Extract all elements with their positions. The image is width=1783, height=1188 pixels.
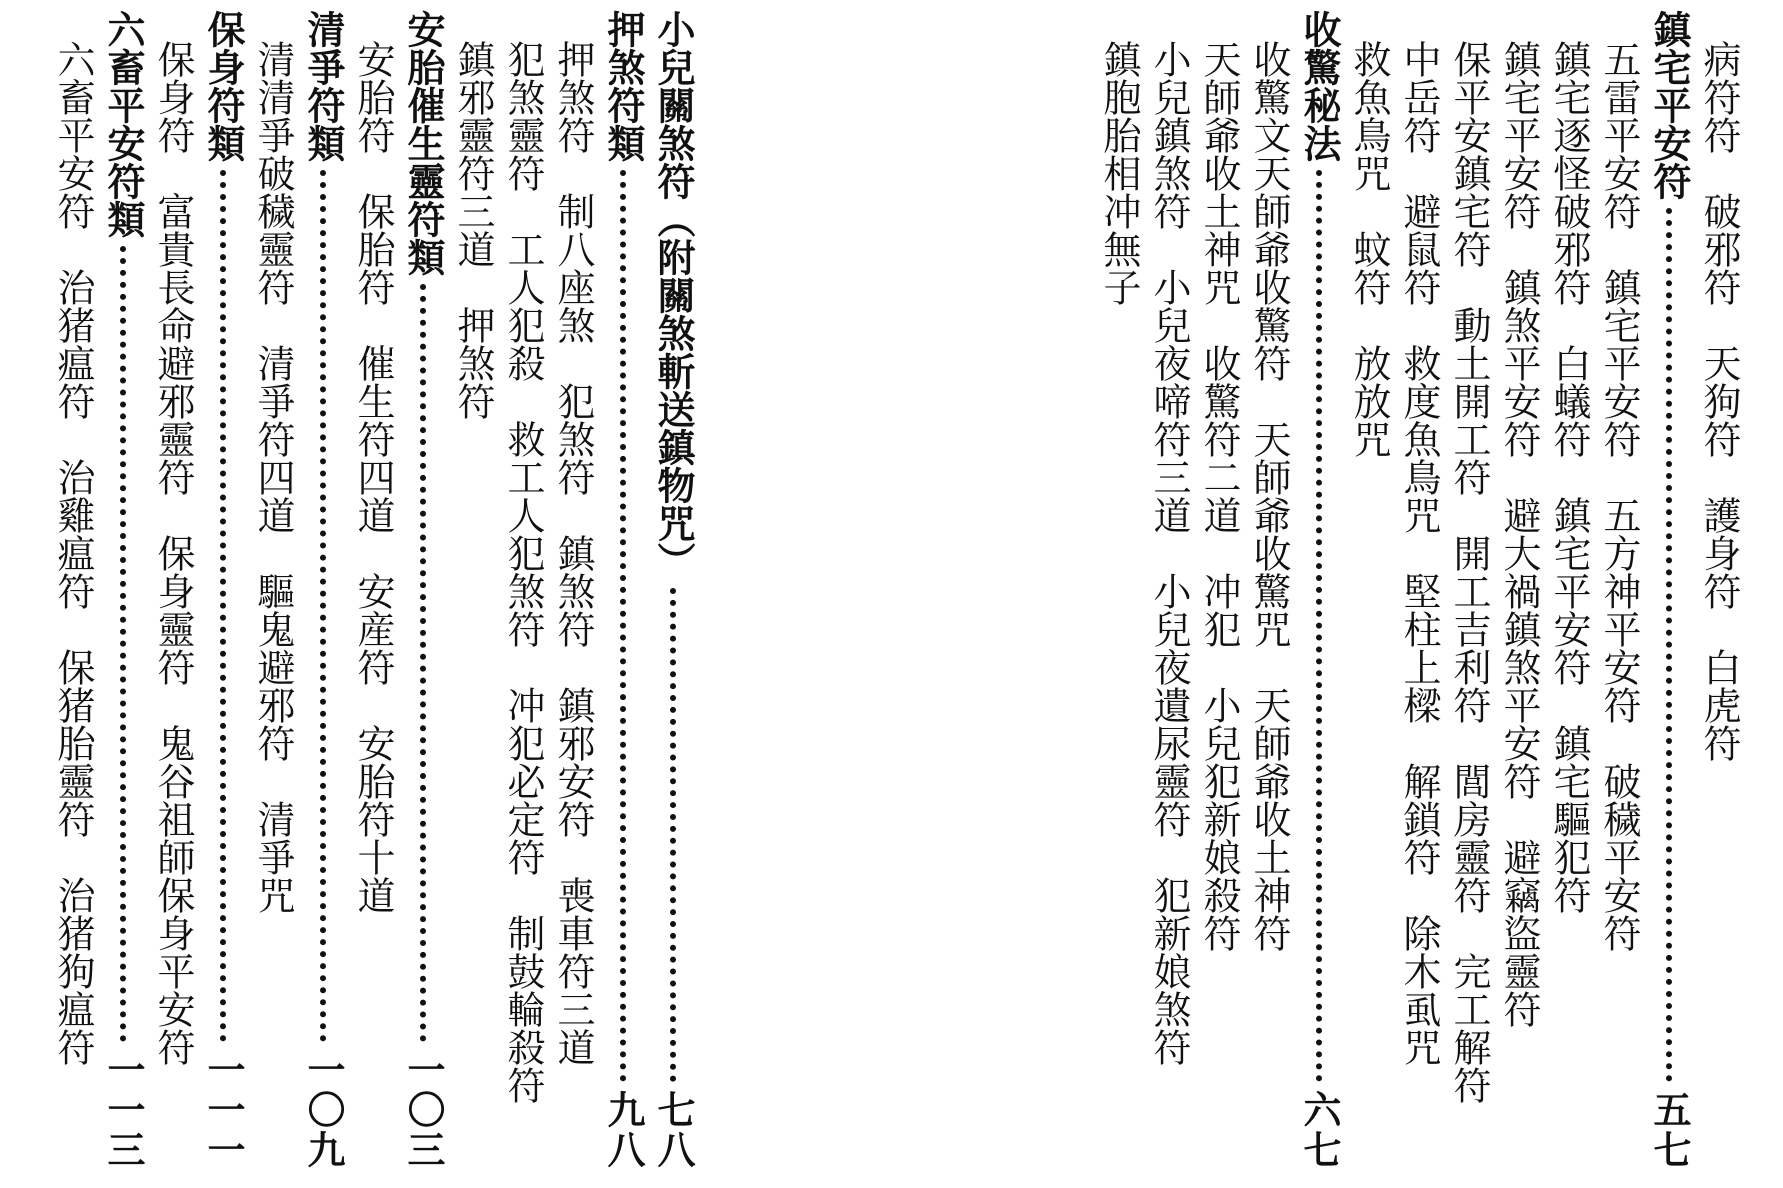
toc-entry-line [548, 40, 598, 1160]
toc-entry-line [1494, 40, 1544, 1160]
entry-text: 保平安鎮宅符 動土開工符 開工吉利符 閭房靈符 完工解符 [1447, 40, 1491, 1104]
toc-heading [648, 10, 698, 1170]
toc-entry-line [1544, 40, 1594, 1160]
page-number: 七八 [651, 1090, 696, 1170]
page-number: 五七 [1647, 1090, 1692, 1170]
dot-leader [620, 170, 626, 1082]
toc-entry-line [1344, 40, 1394, 1160]
page-number: 一一三 [101, 1050, 146, 1170]
heading-text: 押煞符類 [601, 10, 646, 162]
entry-text: 救魚鳥咒 蚊符 放放咒 [1347, 40, 1391, 458]
entry-text: 押煞符 制八座煞 犯煞符 鎮煞符 鎮邪安符 喪車符三道 [551, 40, 595, 1066]
page-number: 六七 [1297, 1090, 1342, 1170]
page-number: 一一一 [201, 1050, 246, 1170]
toc-entry-line [1194, 40, 1244, 1160]
toc-heading [598, 10, 648, 1170]
entry-text: 鎮邪靈符三道 押煞符 [451, 40, 495, 420]
dot-leader [220, 170, 226, 1042]
toc-entry-line [1594, 40, 1644, 1160]
heading-text: 保身符類 [201, 10, 246, 162]
entry-text: 犯煞靈符 工人犯殺 救工人犯煞符 冲犯必定符 制鼓輪殺符 [501, 40, 545, 1104]
page-number: 一〇九 [301, 1050, 346, 1170]
heading-text: 收驚秘法 [1297, 10, 1342, 162]
entry-text: 鎮胞胎相冲無子 [1097, 40, 1141, 306]
toc-entry-line [48, 40, 98, 1160]
heading-text: 六畜平安符類 [101, 10, 146, 238]
toc-heading [398, 10, 448, 1170]
toc-entry-line [1144, 40, 1194, 1160]
toc-entry-line [348, 40, 398, 1160]
dot-leader [120, 246, 126, 1042]
dot-leader [320, 170, 326, 1042]
toc-entry-line [1444, 40, 1494, 1160]
entry-text: 小兒鎮煞符 小兒夜啼符三道 小兒夜遺尿靈符 犯新娘煞符 [1147, 40, 1191, 1066]
dot-leader [420, 284, 426, 1042]
toc-heading [1644, 10, 1694, 1170]
heading-text: 清爭符類 [301, 10, 346, 162]
entry-text: 中岳符 避鼠符 救度魚鳥咒 堅柱上樑 解鎖符 除木虱咒 [1397, 40, 1441, 1066]
toc-heading [1294, 10, 1344, 1170]
entry-text: 鎮宅平安符 鎮煞平安符 避大禍鎮煞平安符 避竊盜靈符 [1497, 40, 1541, 1028]
toc-entry-line [1244, 40, 1294, 1160]
entry-text: 六畜平安符 治猪瘟符 治雞瘟符 保猪胎靈符 治猪狗瘟符 [51, 40, 95, 1066]
toc-entry-line [248, 40, 298, 1160]
entry-text: 保身符 富貴長命避邪靈符 保身靈符 鬼谷祖師保身平安符 [151, 40, 195, 1066]
dot-leader [670, 588, 676, 1082]
entry-text: 安胎符 保胎符 催生符四道 安産符 安胎符十道 [351, 40, 395, 914]
toc-heading [198, 10, 248, 1170]
toc-heading [298, 10, 348, 1170]
toc-entry-line [1094, 40, 1144, 1160]
entry-text: 收驚文天師爺收驚符 天師爺收驚咒 天師爺收土神符 [1247, 40, 1291, 952]
toc-entry-line [498, 40, 548, 1160]
entry-text: 清清爭破穢靈符 清爭符四道 驅鬼避邪符 清爭咒 [251, 40, 295, 914]
entry-text: 天師爺收土神咒 收驚符二道 冲犯 小兒犯新娘殺符 [1197, 40, 1241, 952]
toc-entry-line [1694, 40, 1744, 1160]
page-number: 九八 [601, 1090, 646, 1170]
toc-entry-line [1394, 40, 1444, 1160]
heading-text: 鎮宅平安符 [1647, 10, 1692, 200]
toc-entry-line [448, 40, 498, 1160]
toc-heading [98, 10, 148, 1170]
entry-text: 鎮宅逐怪破邪符 白蟻符 鎮宅平安符 鎮宅驅犯符 [1547, 40, 1591, 914]
toc-entry-line [148, 40, 198, 1160]
dot-leader [1316, 170, 1322, 1082]
heading-text: 安胎催生靈符類 [401, 10, 446, 276]
heading-text: 小兒關煞符（附關煞斬送鎮物咒） [651, 10, 696, 580]
entry-text: 五雷平安符 鎮宅平安符 五方神平安符 破穢平安符 [1597, 40, 1641, 952]
page-number: 一〇三 [401, 1050, 446, 1170]
entry-text: 病符符 破邪符 天狗符 護身符 白虎符 [1697, 40, 1741, 762]
dot-leader [1666, 208, 1672, 1082]
